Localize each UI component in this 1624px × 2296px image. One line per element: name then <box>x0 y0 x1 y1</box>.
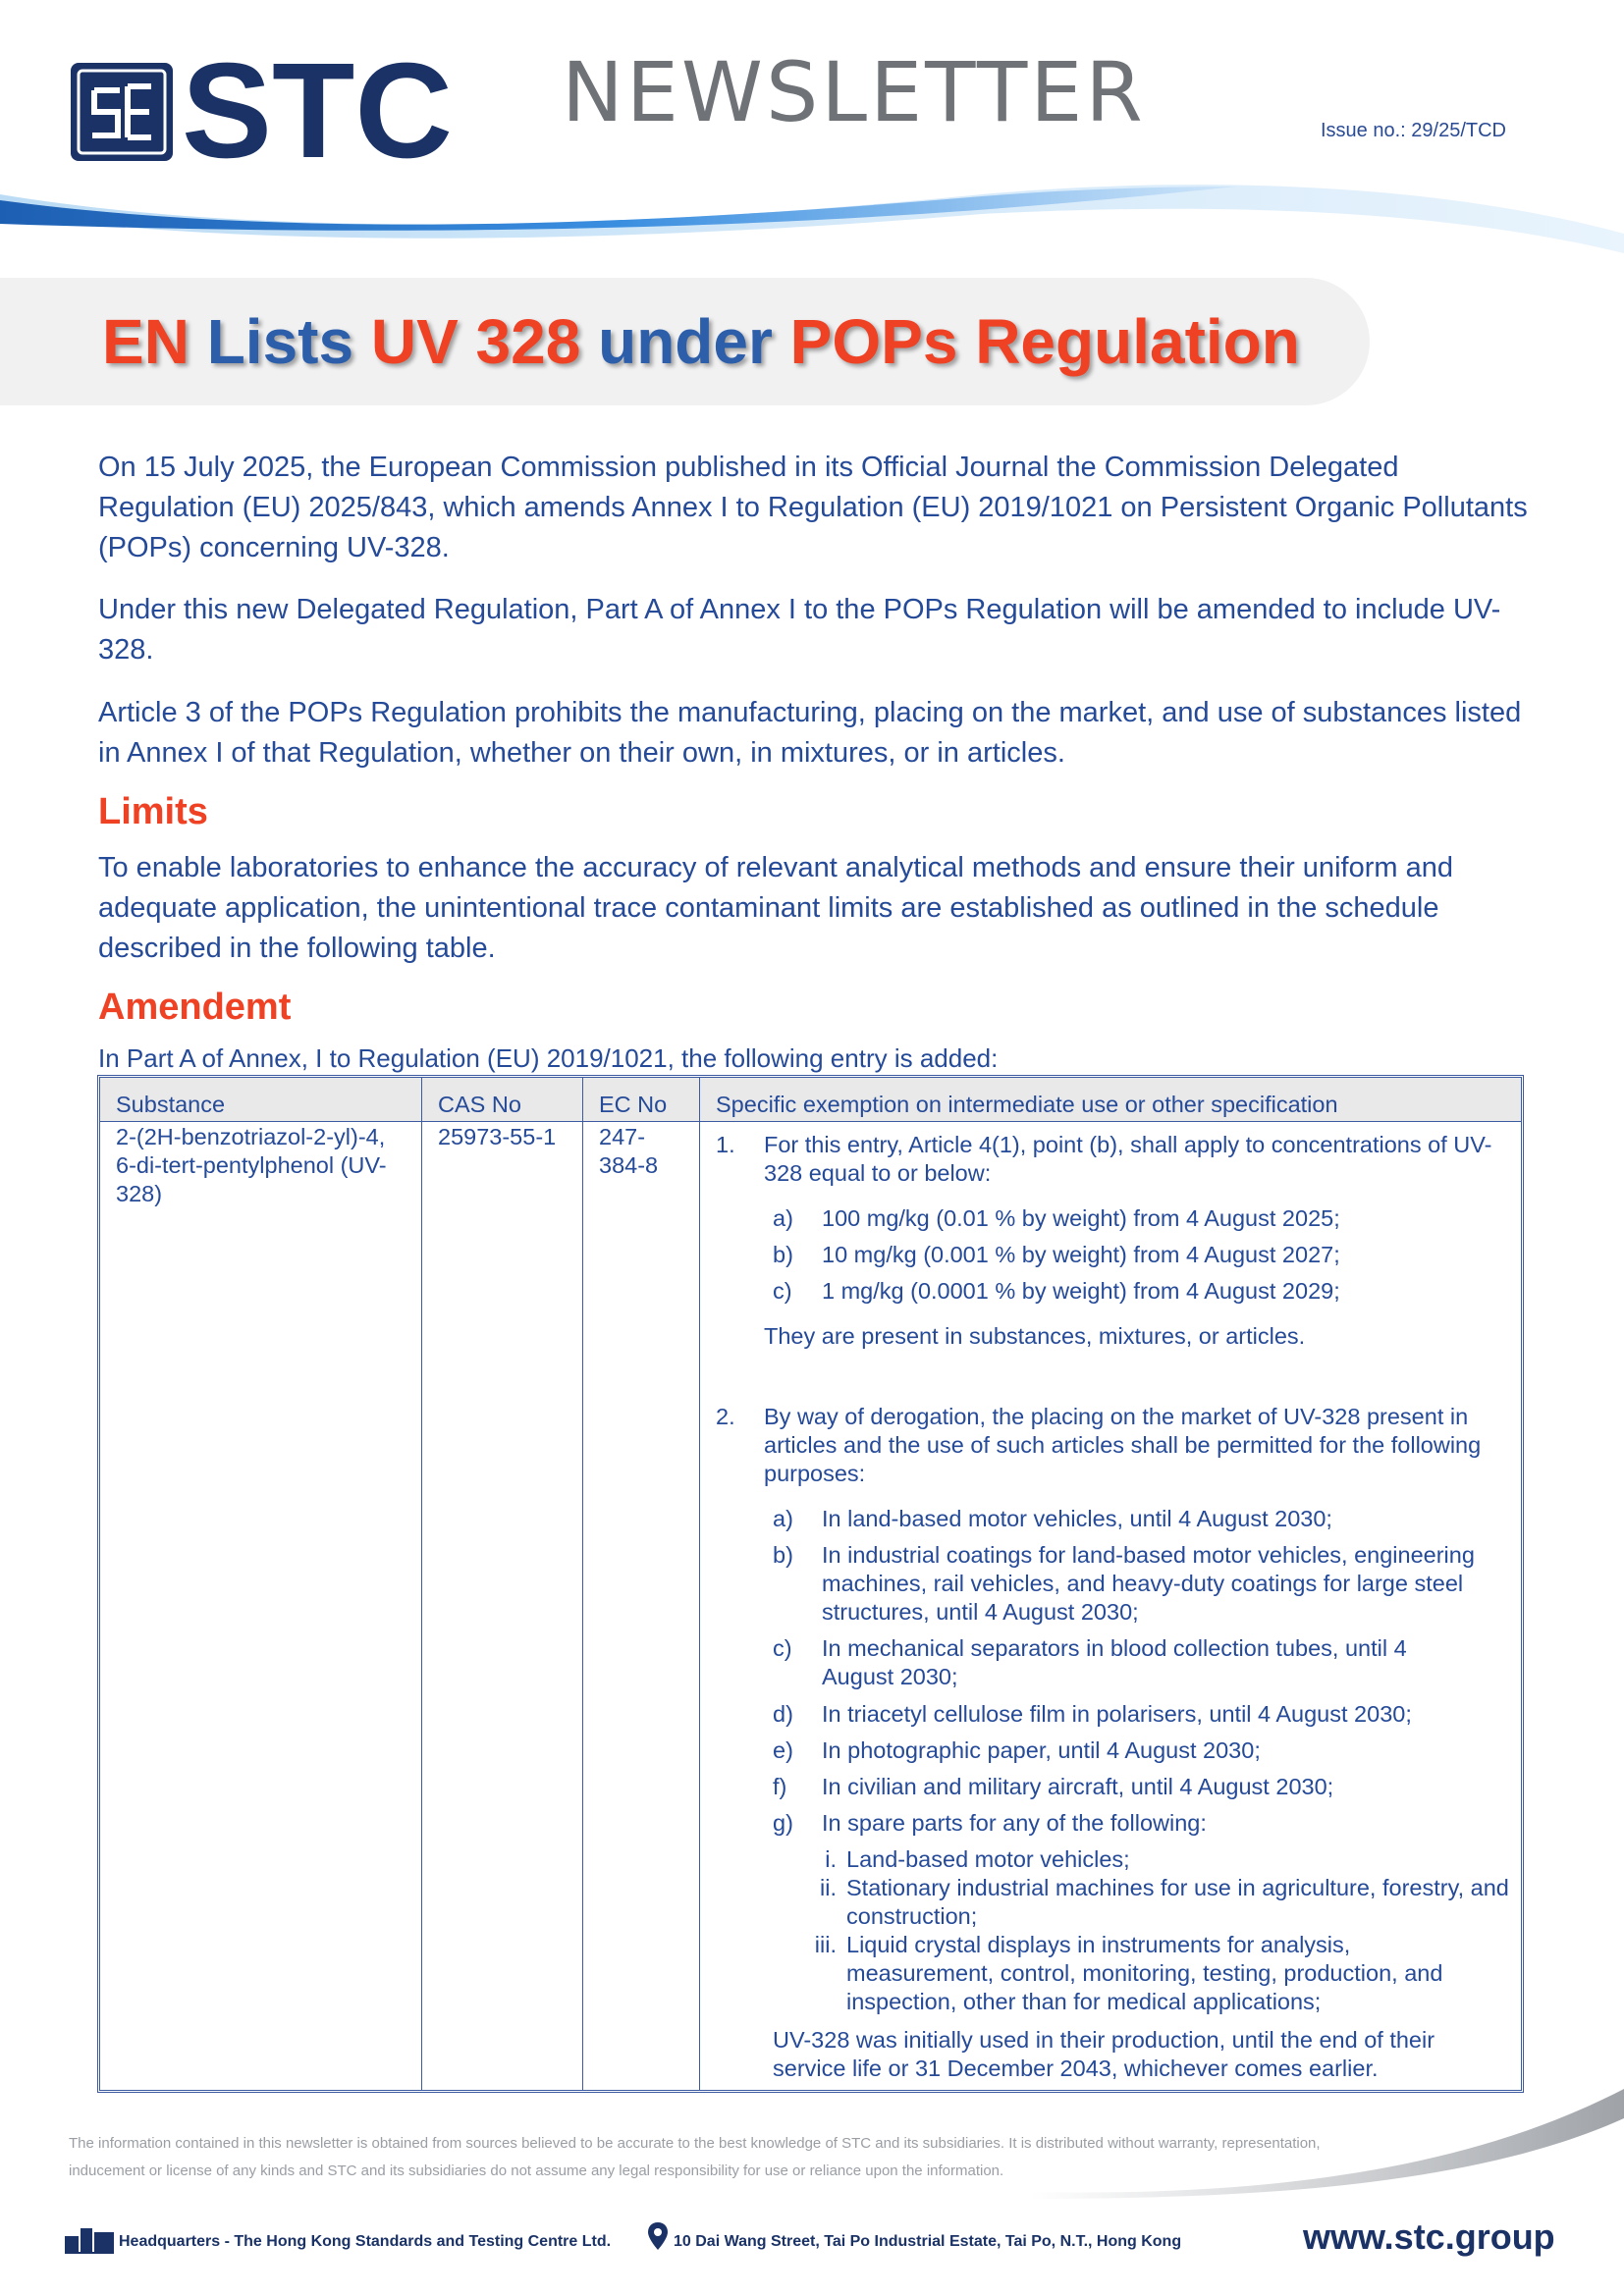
header-swoosh-decoration <box>0 175 1624 283</box>
header-ec-no: EC No <box>599 1092 668 1117</box>
list-label: a) <box>773 1506 793 1531</box>
roman-item: Liquid crystal displays in instruments for analysis, measurement, control, monitoring, testing, production, and inspection, other than for medical applications; <box>846 1932 1443 2014</box>
list-item: In land-based motor vehicles, until 4 August 2030; <box>822 1506 1332 1531</box>
entry-table <box>97 1075 1524 2093</box>
list-item: In photographic paper, until 4 August 2030; <box>822 1737 1261 1763</box>
title-part-uv328: UV 328 <box>370 306 581 377</box>
item-number: 2. <box>716 1404 735 1429</box>
item-number: 1. <box>716 1132 735 1157</box>
disclaimer-text: The information contained in this newsletter is obtained from sources believed to be accurate to the best knowledge of STC and its subsidiaries. It is distributed without warranty, representation, inducement or license of any kinds and STC and its subsidiaries do not assume any legal responsibility for use or reliance upon the information. <box>69 2135 1321 2179</box>
list-label: d) <box>773 1701 793 1727</box>
header-cas-no: CAS No <box>438 1092 521 1117</box>
newsletter-heading: NEWSLETTER <box>562 44 1146 140</box>
website-link[interactable]: www.stc.group <box>1303 2216 1555 2257</box>
list-item: In industrial coatings for land-based motor vehicles, engineering machines, rail vehicles, and heavy-duty coatings for large steel structures, until 4 August 2030; <box>822 1542 1475 1625</box>
amendment-paragraph: Under this new Delegated Regulation, Part A of Annex I to the POPs Regulation will be amended to include UV-328. <box>98 594 1501 666</box>
list-item: In triacetyl cellulose film in polarisers, until 4 August 2030; <box>822 1701 1412 1727</box>
list-item: In civilian and military aircraft, until 4 August 2030; <box>822 1774 1334 1799</box>
item-1-tail: They are present in substances, mixtures, or articles. <box>764 1323 1306 1349</box>
list-label: b) <box>773 1542 793 1568</box>
title-part-lists: Lists <box>206 306 354 377</box>
amendment-heading: Amendemt <box>98 987 292 1028</box>
list-item: In mechanical separators in blood collection tubes, until 4 August 2030; <box>822 1635 1407 1689</box>
item-2-text: By way of derogation, the placing on the market of UV-328 present in articles and the use of such articles shall be permitted for the following purposes: <box>764 1404 1482 1486</box>
intro-paragraph: On 15 July 2025, the European Commission published in its Official Journal the Commission Delegated Regulation (EU) 2025/843, which amends Annex I to Regulation (EU) 2019/1021 on Persistent Organic Pollutants (POPs) concerning UV-328. <box>98 452 1528 563</box>
column-divider <box>100 1078 700 2090</box>
list-label: c) <box>773 1635 792 1661</box>
list-label: f) <box>773 1774 787 1799</box>
cell-cas-no: 25973-55-1 <box>438 1124 557 1149</box>
list-label: g) <box>773 1810 793 1836</box>
roman-label: iii. <box>814 1932 837 1957</box>
limits-heading: Limits <box>98 791 208 832</box>
list-item: In spare parts for any of the following: <box>822 1810 1207 1836</box>
roman-label: i. <box>825 1846 837 1872</box>
header-substance: Substance <box>116 1092 226 1117</box>
title-part-en: EN <box>102 306 189 377</box>
title-part-pops: POPs Regulation <box>789 306 1300 377</box>
stc-logo-mark <box>69 61 175 163</box>
issue-number: Issue no.: 29/25/TCD <box>1321 120 1506 141</box>
address-text: 10 Dai Wang Street, Tai Po Industrial Estate, Tai Po, N.T., Hong Kong <box>674 2233 1182 2250</box>
table-intro: In Part A of Annex, I to Regulation (EU) 2019/1021, the following entry is added: <box>98 1043 999 1073</box>
limits-paragraph: To enable laboratories to enhance the accuracy of relevant analytical methods and ensure their uniform and adequate application, the unintentional trace contaminant limits are established as outlined in the schedule described in the following table. <box>98 852 1453 964</box>
title-part-under: under <box>598 306 773 377</box>
article3-paragraph: Article 3 of the POPs Regulation prohibits the manufacturing, placing on the market, and use of substances listed in Annex I of that Regulation, whether on their own, in mixtures, or in articles. <box>98 697 1522 769</box>
list-label: a) <box>773 1205 793 1231</box>
roman-item: Stationary industrial machines for use in agriculture, forestry, and construction; <box>846 1875 1509 1929</box>
item-2-tail: UV-328 was initially used in their production, until the end of their service life or 31 December 2043, whichever comes earlier. <box>773 2027 1435 2081</box>
cell-substance: 2-(2H-benzotriazol-2-yl)-4, 6-di-tert-pentylphenol (UV-328) <box>116 1124 387 1206</box>
roman-item: Land-based motor vehicles; <box>846 1846 1130 1872</box>
header-specific-exemption: Specific exemption on intermediate use or other specification <box>716 1092 1338 1117</box>
logo-wordmark: STC <box>182 55 453 169</box>
building-icon <box>65 2224 114 2254</box>
list-item: 10 mg/kg (0.001 % by weight) from 4 August 2027; <box>822 1242 1340 1267</box>
list-label: b) <box>773 1242 793 1267</box>
location-pin-icon <box>648 2222 668 2250</box>
page-title <box>102 300 1300 383</box>
stc-logo-text <box>182 55 466 169</box>
item-1-text: For this entry, Article 4(1), point (b), shall apply to concentrations of UV-328 equal to or below: <box>764 1132 1492 1186</box>
headquarters-label: Headquarters - The Hong Kong Standards and Testing Centre Ltd. <box>119 2233 612 2250</box>
list-item: 100 mg/kg (0.01 % by weight) from 4 August 2025; <box>822 1205 1340 1231</box>
roman-label: ii. <box>820 1875 837 1900</box>
list-label: c) <box>773 1278 792 1304</box>
cell-ec-no: 247-384-8 <box>599 1124 659 1178</box>
list-item: 1 mg/kg (0.0001 % by weight) from 4 August 2029; <box>822 1278 1340 1304</box>
list-label: e) <box>773 1737 793 1763</box>
